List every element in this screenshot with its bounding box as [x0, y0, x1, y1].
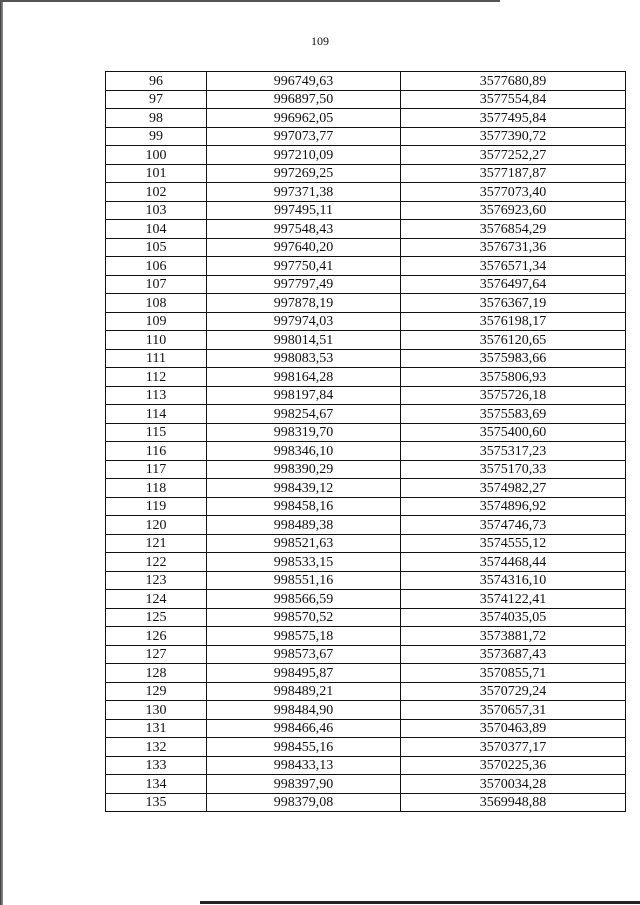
point-number-cell: 134: [106, 775, 207, 794]
x-coordinate-cell: 998489,21: [207, 682, 401, 701]
table-row: [106, 497, 626, 516]
coordinates-table: [105, 71, 626, 812]
y-coordinate-cell: 3570377,17: [401, 738, 626, 757]
y-coordinate-cell: 3577554,84: [401, 90, 626, 109]
table-row: [106, 90, 626, 109]
x-coordinate-cell: 998551,16: [207, 571, 401, 590]
x-coordinate-cell: 998083,53: [207, 349, 401, 368]
y-coordinate-cell: 3577390,72: [401, 127, 626, 146]
table-row: [106, 534, 626, 553]
table-row: [106, 590, 626, 609]
y-coordinate-cell: 3570034,28: [401, 775, 626, 794]
x-coordinate-cell: 997073,77: [207, 127, 401, 146]
x-coordinate-cell: 997974,03: [207, 312, 401, 331]
scan-edge-top: [0, 0, 500, 2]
x-coordinate-cell: 998346,10: [207, 442, 401, 461]
x-coordinate-cell: 998533,15: [207, 553, 401, 572]
x-coordinate-cell: 998489,38: [207, 516, 401, 535]
y-coordinate-cell: 3576367,19: [401, 294, 626, 313]
point-number-cell: 113: [106, 386, 207, 405]
y-coordinate-cell: 3575583,69: [401, 405, 626, 424]
y-coordinate-cell: 3570463,89: [401, 719, 626, 738]
point-number-cell: 105: [106, 238, 207, 257]
x-coordinate-cell: 998575,18: [207, 627, 401, 646]
table-row: [106, 201, 626, 220]
y-coordinate-cell: 3577073,40: [401, 183, 626, 202]
x-coordinate-cell: 997797,49: [207, 275, 401, 294]
y-coordinate-cell: 3574896,92: [401, 497, 626, 516]
y-coordinate-cell: 3576571,34: [401, 257, 626, 276]
y-coordinate-cell: 3574555,12: [401, 534, 626, 553]
point-number-cell: 135: [106, 793, 207, 812]
table-row: [106, 146, 626, 165]
y-coordinate-cell: 3573881,72: [401, 627, 626, 646]
point-number-cell: 124: [106, 590, 207, 609]
table-row: [106, 349, 626, 368]
point-number-cell: 121: [106, 534, 207, 553]
y-coordinate-cell: 3569948,88: [401, 793, 626, 812]
point-number-cell: 112: [106, 368, 207, 387]
y-coordinate-cell: 3576120,65: [401, 331, 626, 350]
table-row: [106, 164, 626, 183]
point-number-cell: 127: [106, 645, 207, 664]
table-row: [106, 793, 626, 812]
y-coordinate-cell: 3576854,29: [401, 220, 626, 239]
x-coordinate-cell: 997750,41: [207, 257, 401, 276]
point-number-cell: 108: [106, 294, 207, 313]
point-number-cell: 115: [106, 423, 207, 442]
x-coordinate-cell: 998466,46: [207, 719, 401, 738]
table-row: [106, 627, 626, 646]
point-number-cell: 120: [106, 516, 207, 535]
y-coordinate-cell: 3570855,71: [401, 664, 626, 683]
point-number-cell: 125: [106, 608, 207, 627]
point-number-cell: 122: [106, 553, 207, 572]
y-coordinate-cell: 3574316,10: [401, 571, 626, 590]
point-number-cell: 104: [106, 220, 207, 239]
point-number-cell: 107: [106, 275, 207, 294]
point-number-cell: 106: [106, 257, 207, 276]
y-coordinate-cell: 3576923,60: [401, 201, 626, 220]
y-coordinate-cell: 3575806,93: [401, 368, 626, 387]
point-number-cell: 114: [106, 405, 207, 424]
y-coordinate-cell: 3576731,36: [401, 238, 626, 257]
point-number-cell: 133: [106, 756, 207, 775]
point-number-cell: 126: [106, 627, 207, 646]
x-coordinate-cell: 998521,63: [207, 534, 401, 553]
table-row: [106, 664, 626, 683]
x-coordinate-cell: 998455,16: [207, 738, 401, 757]
point-number-cell: 102: [106, 183, 207, 202]
table-row: [106, 608, 626, 627]
table-row: [106, 442, 626, 461]
table-row: [106, 238, 626, 257]
y-coordinate-cell: 3575317,23: [401, 442, 626, 461]
x-coordinate-cell: 997548,43: [207, 220, 401, 239]
table-row: [106, 127, 626, 146]
x-coordinate-cell: 998570,52: [207, 608, 401, 627]
y-coordinate-cell: 3575400,60: [401, 423, 626, 442]
x-coordinate-cell: 998397,90: [207, 775, 401, 794]
x-coordinate-cell: 997640,20: [207, 238, 401, 257]
x-coordinate-cell: 998390,29: [207, 460, 401, 479]
y-coordinate-cell: 3574468,44: [401, 553, 626, 572]
scan-edge-bottom: [200, 901, 640, 904]
table-row: [106, 423, 626, 442]
page-number: 109: [311, 34, 329, 48]
x-coordinate-cell: 997371,38: [207, 183, 401, 202]
point-number-cell: 130: [106, 701, 207, 720]
point-number-cell: 103: [106, 201, 207, 220]
x-coordinate-cell: 998197,84: [207, 386, 401, 405]
point-number-cell: 132: [106, 738, 207, 757]
x-coordinate-cell: 996749,63: [207, 72, 401, 91]
coordinates-table-body: [106, 72, 626, 812]
x-coordinate-cell: 998566,59: [207, 590, 401, 609]
table-row: [106, 645, 626, 664]
y-coordinate-cell: 3576497,64: [401, 275, 626, 294]
y-coordinate-cell: 3570225,36: [401, 756, 626, 775]
table-row: [106, 331, 626, 350]
y-coordinate-cell: 3577680,89: [401, 72, 626, 91]
point-number-cell: 99: [106, 127, 207, 146]
x-coordinate-cell: 998164,28: [207, 368, 401, 387]
point-number-cell: 110: [106, 331, 207, 350]
point-number-cell: 123: [106, 571, 207, 590]
x-coordinate-cell: 996962,05: [207, 109, 401, 128]
point-number-cell: 100: [106, 146, 207, 165]
x-coordinate-cell: 998439,12: [207, 479, 401, 498]
y-coordinate-cell: 3575726,18: [401, 386, 626, 405]
table-row: [106, 571, 626, 590]
y-coordinate-cell: 3570729,24: [401, 682, 626, 701]
x-coordinate-cell: 997878,19: [207, 294, 401, 313]
table-row: [106, 368, 626, 387]
y-coordinate-cell: 3570657,31: [401, 701, 626, 720]
y-coordinate-cell: 3574746,73: [401, 516, 626, 535]
table-row: [106, 460, 626, 479]
table-row: [106, 257, 626, 276]
x-coordinate-cell: 997269,25: [207, 164, 401, 183]
table-row: [106, 682, 626, 701]
table-row: [106, 719, 626, 738]
table-row: [106, 275, 626, 294]
table-row: [106, 553, 626, 572]
point-number-cell: 98: [106, 109, 207, 128]
x-coordinate-cell: 996897,50: [207, 90, 401, 109]
scan-edge-left: [0, 0, 3, 905]
point-number-cell: 111: [106, 349, 207, 368]
point-number-cell: 119: [106, 497, 207, 516]
table-row: [106, 183, 626, 202]
table-row: [106, 516, 626, 535]
x-coordinate-cell: 998573,67: [207, 645, 401, 664]
table-row: [106, 701, 626, 720]
point-number-cell: 96: [106, 72, 207, 91]
point-number-cell: 128: [106, 664, 207, 683]
x-coordinate-cell: 998319,70: [207, 423, 401, 442]
y-coordinate-cell: 3575983,66: [401, 349, 626, 368]
table-row: [106, 294, 626, 313]
y-coordinate-cell: 3574122,41: [401, 590, 626, 609]
table-row: [106, 109, 626, 128]
x-coordinate-cell: 998014,51: [207, 331, 401, 350]
y-coordinate-cell: 3574982,27: [401, 479, 626, 498]
point-number-cell: 116: [106, 442, 207, 461]
y-coordinate-cell: 3577495,84: [401, 109, 626, 128]
table-row: [106, 312, 626, 331]
x-coordinate-cell: 997210,09: [207, 146, 401, 165]
table-row: [106, 479, 626, 498]
y-coordinate-cell: 3574035,05: [401, 608, 626, 627]
x-coordinate-cell: 998495,87: [207, 664, 401, 683]
y-coordinate-cell: 3576198,17: [401, 312, 626, 331]
point-number-cell: 109: [106, 312, 207, 331]
table-row: [106, 72, 626, 91]
point-number-cell: 118: [106, 479, 207, 498]
x-coordinate-cell: 998484,90: [207, 701, 401, 720]
y-coordinate-cell: 3577187,87: [401, 164, 626, 183]
point-number-cell: 129: [106, 682, 207, 701]
y-coordinate-cell: 3573687,43: [401, 645, 626, 664]
x-coordinate-cell: 997495,11: [207, 201, 401, 220]
x-coordinate-cell: 998379,08: [207, 793, 401, 812]
x-coordinate-cell: 998254,67: [207, 405, 401, 424]
table-row: [106, 756, 626, 775]
y-coordinate-cell: 3577252,27: [401, 146, 626, 165]
table-row: [106, 775, 626, 794]
table-row: [106, 738, 626, 757]
point-number-cell: 97: [106, 90, 207, 109]
x-coordinate-cell: 998458,16: [207, 497, 401, 516]
point-number-cell: 101: [106, 164, 207, 183]
table-row: [106, 405, 626, 424]
table-row: [106, 220, 626, 239]
point-number-cell: 117: [106, 460, 207, 479]
point-number-cell: 131: [106, 719, 207, 738]
table-row: [106, 386, 626, 405]
x-coordinate-cell: 998433,13: [207, 756, 401, 775]
y-coordinate-cell: 3575170,33: [401, 460, 626, 479]
